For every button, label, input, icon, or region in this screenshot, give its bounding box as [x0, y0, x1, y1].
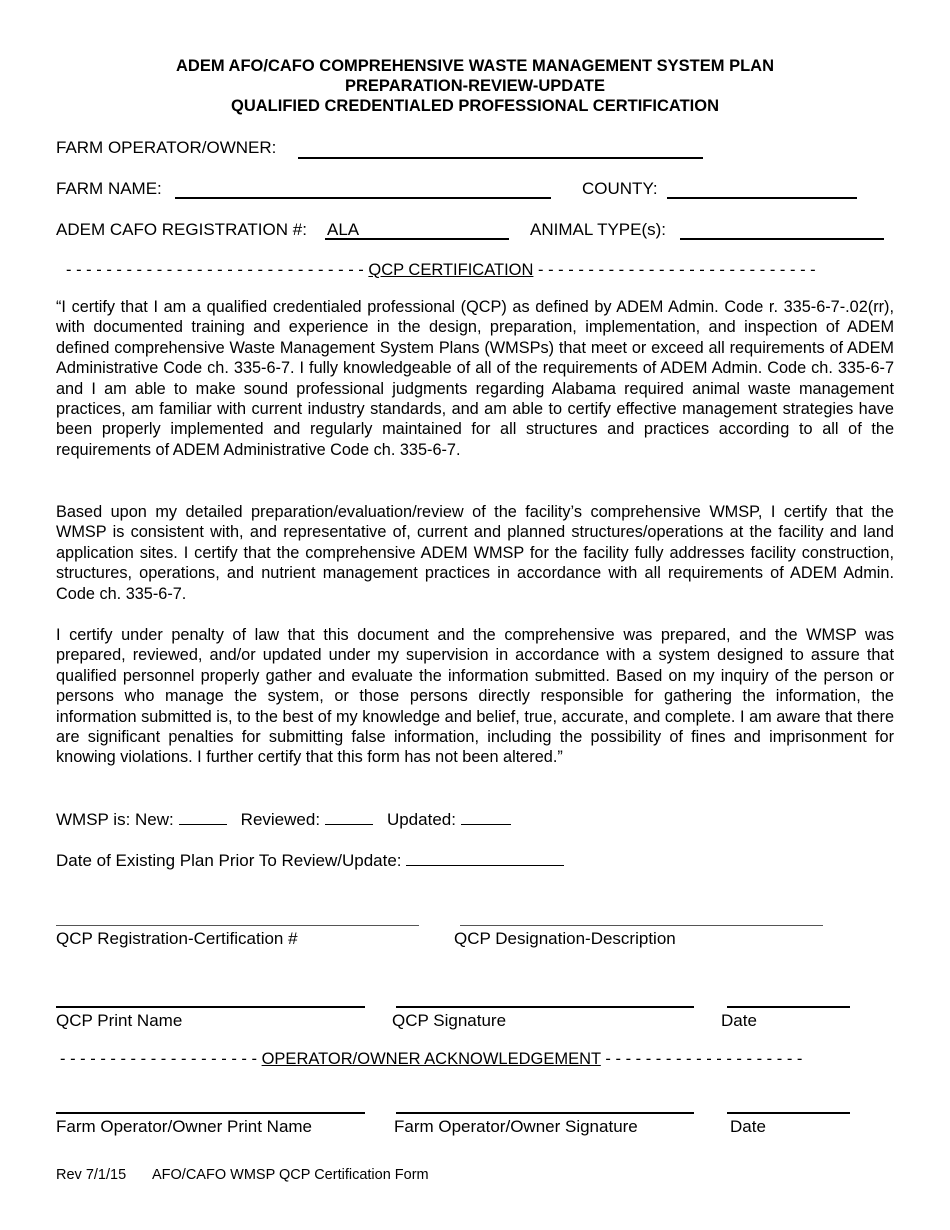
ack-section-title: OPERATOR/OWNER ACKNOWLEDGEMENT [261, 1050, 601, 1068]
owner-signature-field[interactable] [396, 1112, 694, 1114]
qcp-registration-field[interactable] [56, 925, 419, 926]
county-field[interactable] [667, 197, 857, 199]
qcp-section-divider [66, 261, 816, 280]
wmsp-new-field[interactable] [179, 810, 227, 825]
animal-type-field[interactable] [680, 238, 884, 240]
certification-paragraph-2: Based upon my detailed preparation/evaluation/review of the facility’s comprehensive WMSP, I certify that the WMSP is consistent with, and representative of, current and planned structures/operations at the facility and land application sites. I certify that the comprehensive ADEM WMSP for the facility fully addresses facility construction, structures, operations, and nutrient management practices in accordance with all requirements of ADEM Admin. Code ch. 335-6-7. [56, 503, 894, 603]
qcp-signature-field[interactable] [396, 1006, 694, 1008]
form-title-line-2: PREPARATION-REVIEW-UPDATE [344, 77, 605, 95]
wmsp-updated-field[interactable] [461, 810, 511, 825]
wmsp-new-label: WMSP is: New: [56, 810, 174, 829]
registration-field[interactable] [325, 238, 509, 240]
qcp-designation-label: QCP Designation-Description [454, 929, 676, 948]
animal-type-label: ANIMAL TYPE(s): [530, 220, 667, 239]
form-title-line-1: ADEM AFO/CAFO COMPREHENSIVE WASTE MANAGEMENT SYSTEM PLAN [176, 57, 774, 75]
qcp-signature-label: QCP Signature [392, 1011, 507, 1030]
wmsp-reviewed-label: Reviewed: [240, 810, 321, 829]
owner-signature-label: Farm Operator/Owner Signature [394, 1117, 638, 1136]
divider-dashes-left: - - - - - - - - - - - - - - - - - - - - - - - - - - - - - - [66, 261, 364, 279]
form-title-line-3: QUALIFIED CREDENTIALED PROFESSIONAL CERTIFICATION [231, 97, 719, 115]
qcp-section-title: QCP CERTIFICATION [368, 261, 534, 279]
owner-date-label: Date [730, 1117, 766, 1136]
qcp-date-field[interactable] [727, 1006, 850, 1008]
existing-plan-label: Date of Existing Plan Prior To Review/Update: [56, 851, 402, 870]
owner-print-name-label: Farm Operator/Owner Print Name [56, 1117, 313, 1136]
qcp-registration-label: QCP Registration-Certification # [56, 929, 298, 948]
ack-section-divider [60, 1050, 802, 1069]
qcp-print-name-field[interactable] [56, 1006, 365, 1008]
qcp-designation-field[interactable] [460, 925, 823, 926]
qcp-date-label: Date [721, 1011, 757, 1030]
farm-operator-label: FARM OPERATOR/OWNER: [56, 138, 277, 157]
divider-dashes-right: - - - - - - - - - - - - - - - - - - - - - - - - - - - - [538, 261, 816, 279]
wmsp-updated-label: Updated: [386, 810, 456, 829]
wmsp-reviewed-field[interactable] [325, 810, 373, 825]
footer-revision: Rev 7/1/15 [56, 1167, 127, 1183]
wmsp-status-row [56, 810, 511, 830]
registration-label: ADEM CAFO REGISTRATION #: [56, 220, 307, 239]
farm-name-label: FARM NAME: [56, 179, 162, 198]
existing-plan-date-field[interactable] [406, 851, 564, 866]
owner-date-field[interactable] [727, 1112, 850, 1114]
footer-form-name: AFO/CAFO WMSP QCP Certification Form [152, 1167, 429, 1183]
farm-operator-field[interactable] [298, 157, 703, 159]
certification-paragraph-1: “I certify that I am a qualified credentialed professional (QCP) as defined by ADEM Admin. Code r. 335-6-7-.02(rr), with documented training and experience in the design, preparation, implementation, and inspection of ADEM defined comprehensive Waste Management System Plans (WMSPs) that meet or exceed all requirements of ADEM Administrative Code ch. 335-6-7. I fully knowledgeable of all of the requirements of ADEM Admin. Code ch. 335-6-7 and I am able to make sound professional judgments regarding Alabama required animal waste management practices, am familiar with current industry standards, and am able to certify effective management strategies have been properly implemented and regularly maintained for all structures and practices according to all of the requirements of ADEM Administrative Code ch. 335-6-7. [56, 298, 894, 459]
qcp-print-name-label: QCP Print Name [56, 1011, 183, 1030]
ack-divider-dashes-right: - - - - - - - - - - - - - - - - - - - - [605, 1050, 803, 1068]
county-label: COUNTY: [582, 179, 658, 198]
registration-prefix: ALA [327, 220, 360, 239]
ack-divider-dashes-left: - - - - - - - - - - - - - - - - - - - - [60, 1050, 257, 1068]
farm-name-field[interactable] [175, 197, 551, 199]
existing-plan-row [56, 851, 564, 871]
owner-print-name-field[interactable] [56, 1112, 365, 1114]
certification-paragraph-3: I certify under penalty of law that this document and the comprehensive was prepared, and the WMSP was prepared, reviewed, and/or updated under my supervision in accordance with a system designed to assure that qualified personnel properly gather and evaluate the information submitted. Based on my inquiry of the person or persons who manage the system, or those persons directly responsible for gathering the information, the information submitted is, to the best of my knowledge and belief, true, accurate, and complete. I am aware that there are significant penalties for submitting false information, including the possibility of fines and imprisonment for knowing violations. I further certify that this form has not been altered.” [56, 626, 894, 767]
